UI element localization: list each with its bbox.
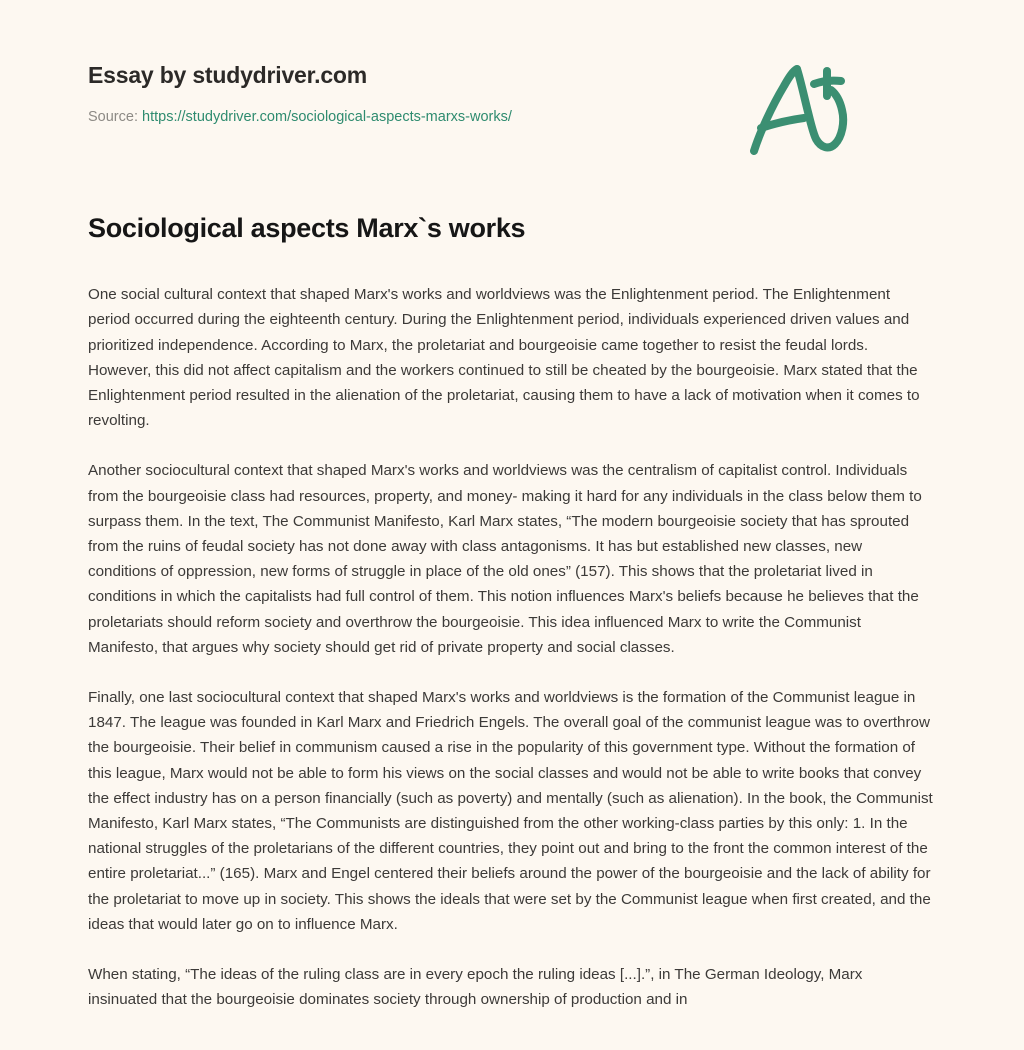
paragraph: When stating, “The ideas of the ruling class are in every epoch the ruling ideas [...].”, in The German Ideology, Marx insinuated that the bourgeoisie dominates society through ownership of production and in xyxy=(88,966,863,1009)
paragraph: One social cultural context that shaped Marx's works and worldviews was the Enlightenment period. The Enlightenment period occurred during the eighteenth century. During the Enlightenment period, individuals experienced driven values and prioritized independence. According to Marx, the proletariat and bourgeoisie came together to resist the feudal lords. However, this did not affect capitalism and the workers continued to still be cheated by the bourgeoisie. Marx stated that the Enlightenment period resulted in the alienation of the proletariat, causing them to have a lack of motivation when it comes to revolting. xyxy=(88,286,920,430)
article xyxy=(88,212,936,1012)
paragraph: Finally, one last sociocultural context that shaped Marx's works and worldviews is the formation of the Communist league in 1847. The league was founded in Karl Marx and Friedrich Engels. The overall goal of the communist league was to overthrow the bourgeoisie. Their belief in communism caused a rise in the popularity of this government type. Without the formation of this league, Marx would not be able to form his views on the social classes and would not be able to write books that convey the effect industry has on a person financially (such as poverty) and mentally (such as alienation). In the book, the Communist Manifesto, Karl Marx states, “The Communists are distinguished from the other working-class parties by this only: 1. In the national struggles of the proletarians of the different countries, they point out and bring to the front the common interest of the entire proletariat...” (165). Marx and Engel centered their beliefs around the power of the bourgeoisie and the lack of ability for the proletariat to move up in society. This shows the ideals that were set by the Communist league when first created, and the ideas that would later go on to influence Marx. xyxy=(88,689,933,933)
paragraph: Another sociocultural context that shaped Marx's works and worldviews was the centralism of capitalist control. Individuals from the bourgeoisie class had resources, property, and money- making it hard for any individuals in the class below them to surpass them. In the text, The Communist Manifesto, Karl Marx states, “The modern bourgeoisie society that has sprouted from the ruins of feudal society has not done away with class antagonisms. It has but established new classes, new conditions of oppression, new forms of struggle in place of the old ones” (157). This shows that the proletariat lived in conditions in which the capitalists had full control of them. This notion influences Marx's beliefs because he believes that the proletariats should reform society and overthrow the bourgeoisie. This idea influenced Marx to write the Communist Manifesto, that argues why society should get rid of private property and social classes. xyxy=(88,462,922,656)
a-plus-icon xyxy=(742,58,862,162)
page-header xyxy=(88,0,936,126)
article-body xyxy=(88,282,936,1012)
source-url-link[interactable]: https://studydriver.com/sociological-aspects-marxs-works/ xyxy=(142,108,512,125)
studydriver-a-plus-logo xyxy=(742,58,862,162)
source-label: Source: xyxy=(88,108,138,125)
page-title: Sociological aspects Marx`s works xyxy=(88,213,526,244)
brand-title: Essay by studydriver.com xyxy=(88,62,368,88)
